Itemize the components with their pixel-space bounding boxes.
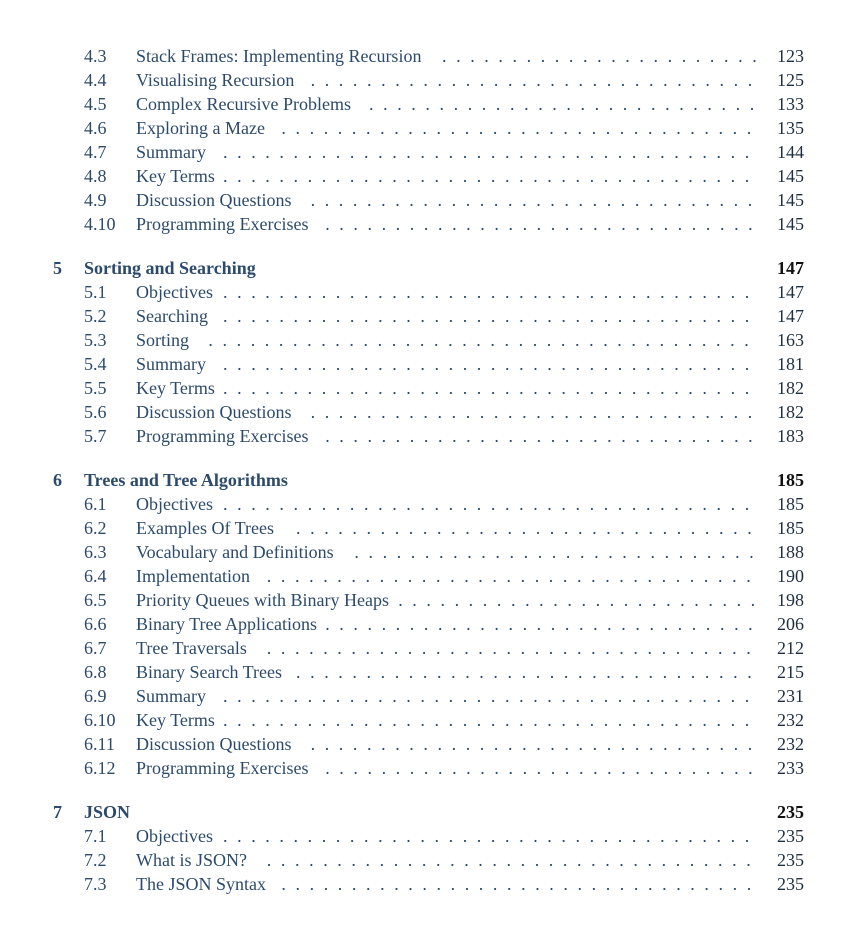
dot-leader: ...................................... bbox=[223, 710, 759, 730]
page-number-link[interactable]: 235 bbox=[777, 850, 804, 870]
toc-section-row[interactable] bbox=[0, 612, 841, 636]
dot-leader: .................................. bbox=[281, 118, 761, 138]
section-number[interactable]: 6.8 bbox=[84, 662, 107, 682]
dot-leader: ............................... bbox=[325, 758, 763, 778]
page-number-link[interactable]: 235 bbox=[777, 826, 804, 846]
page-number-link[interactable]: 125 bbox=[777, 70, 804, 90]
dot-leader: ...................................... bbox=[223, 166, 759, 186]
dot-leader: ...................................... bbox=[223, 306, 759, 326]
page-number-link[interactable]: 198 bbox=[777, 590, 804, 610]
toc-chapter-row[interactable] bbox=[0, 256, 841, 280]
page-number-link[interactable]: 163 bbox=[777, 330, 804, 350]
chapter-number[interactable]: 7 bbox=[53, 802, 62, 822]
toc-section-row[interactable] bbox=[0, 708, 841, 732]
page-number-link[interactable]: 233 bbox=[777, 758, 804, 778]
dot-leader: ................................ bbox=[310, 734, 762, 754]
section-title-link[interactable]: Key Terms bbox=[136, 166, 215, 186]
dot-leader: ................................ bbox=[310, 70, 762, 90]
section-number[interactable]: 6.7 bbox=[84, 638, 107, 658]
section-title-link[interactable]: Objectives bbox=[136, 826, 213, 846]
toc-section-row[interactable] bbox=[0, 424, 841, 448]
section-number[interactable]: 4.6 bbox=[84, 118, 107, 138]
toc-section-row[interactable] bbox=[0, 376, 841, 400]
section-number[interactable]: 7.1 bbox=[84, 826, 107, 846]
section-number[interactable]: 4.9 bbox=[84, 190, 107, 210]
section-title-link[interactable]: Objectives bbox=[136, 282, 213, 302]
section-number[interactable]: 6.6 bbox=[84, 614, 107, 634]
page-number-link[interactable]: 145 bbox=[777, 214, 804, 234]
page-number-link[interactable]: 145 bbox=[777, 190, 804, 210]
toc-section-row[interactable] bbox=[0, 540, 841, 564]
dot-leader: ............................... bbox=[325, 426, 763, 446]
section-number[interactable]: 6.12 bbox=[84, 758, 116, 778]
page-number-link[interactable]: 185 bbox=[777, 518, 804, 538]
page-number-link[interactable]: 123 bbox=[777, 46, 804, 66]
section-number[interactable]: 5.2 bbox=[84, 306, 107, 326]
section-number[interactable]: 4.3 bbox=[84, 46, 107, 66]
page-number-link[interactable]: 190 bbox=[777, 566, 804, 586]
section-number[interactable]: 7.3 bbox=[84, 874, 107, 894]
section-number[interactable]: 6.9 bbox=[84, 686, 107, 706]
section-number[interactable]: 4.8 bbox=[84, 166, 107, 186]
section-title-link[interactable]: The JSON Syntax bbox=[136, 874, 266, 894]
chapter-title-link[interactable]: Trees and Tree Algorithms bbox=[84, 470, 288, 490]
section-title-link[interactable]: Sorting bbox=[136, 330, 190, 350]
section-number[interactable]: 5.3 bbox=[84, 330, 107, 350]
section-number[interactable]: 4.10 bbox=[84, 214, 116, 234]
page-number-link[interactable]: 215 bbox=[777, 662, 804, 682]
dot-leader: ...................................... bbox=[223, 826, 759, 846]
page-number-link[interactable]: 235 bbox=[777, 874, 804, 894]
page-number-link[interactable]: 147 bbox=[777, 282, 804, 302]
toc-section-row[interactable] bbox=[0, 660, 841, 684]
toc-section-row[interactable] bbox=[0, 352, 841, 376]
dot-leader: ................................ bbox=[310, 190, 762, 210]
section-title-link[interactable]: Implementation bbox=[136, 566, 250, 586]
section-title-link[interactable]: Discussion Questions bbox=[136, 190, 292, 210]
page-number-link[interactable]: 232 bbox=[777, 734, 804, 754]
section-title-link[interactable]: Summary bbox=[136, 354, 206, 374]
page-number-link[interactable]: 144 bbox=[777, 142, 804, 162]
page-number-link[interactable]: 235 bbox=[777, 802, 804, 822]
section-title-link[interactable]: Summary bbox=[136, 686, 206, 706]
section-title-link[interactable]: Binary Tree Applications bbox=[136, 614, 317, 634]
section-number[interactable]: 6.4 bbox=[84, 566, 107, 586]
section-title-link[interactable]: Programming Exercises bbox=[136, 426, 309, 446]
section-title-link[interactable]: Objectives bbox=[136, 494, 213, 514]
dot-leader: ................................... bbox=[266, 850, 761, 870]
toc-section-row[interactable] bbox=[0, 92, 841, 116]
toc-section-row[interactable] bbox=[0, 164, 841, 188]
toc-section-row[interactable] bbox=[0, 140, 841, 164]
section-title-link[interactable]: Visualising Recursion bbox=[136, 70, 295, 90]
dot-leader: ....................... bbox=[442, 46, 767, 66]
page-number-link[interactable]: 135 bbox=[777, 118, 804, 138]
page-number-link[interactable]: 182 bbox=[777, 378, 804, 398]
section-title-link[interactable]: Summary bbox=[136, 142, 206, 162]
dot-leader: ....................................... bbox=[208, 330, 759, 350]
dot-leader: ................................. bbox=[296, 662, 762, 682]
section-title-link[interactable]: Exploring a Maze bbox=[136, 118, 265, 138]
toc-section-row[interactable] bbox=[0, 756, 841, 780]
page-number-link[interactable]: 147 bbox=[777, 306, 804, 326]
page-number-link[interactable]: 147 bbox=[777, 258, 804, 278]
section-title-link[interactable]: Priority Queues with Binary Heaps bbox=[136, 590, 389, 610]
page-number-link[interactable]: 231 bbox=[777, 686, 804, 706]
dot-leader: .................................. bbox=[281, 874, 761, 894]
toc-section-row[interactable] bbox=[0, 304, 841, 328]
dot-leader: ................................... bbox=[266, 566, 761, 586]
dot-leader: ................................... bbox=[266, 638, 761, 658]
section-title-link[interactable]: Binary Search Trees bbox=[136, 662, 282, 682]
toc-chapter-row[interactable] bbox=[0, 468, 841, 492]
section-title-link[interactable]: Tree Traversals bbox=[136, 638, 247, 658]
dot-leader: ................................. bbox=[296, 518, 762, 538]
toc-section-row[interactable] bbox=[0, 212, 841, 236]
page-number-link[interactable]: 212 bbox=[777, 638, 804, 658]
toc-section-row[interactable] bbox=[0, 280, 841, 304]
section-title-link[interactable]: Programming Exercises bbox=[136, 214, 309, 234]
section-title-link[interactable]: Discussion Questions bbox=[136, 402, 292, 422]
section-number[interactable]: 5.5 bbox=[84, 378, 107, 398]
section-title-link[interactable]: Vocabulary and Definitions bbox=[136, 542, 334, 562]
section-title-link[interactable]: Examples Of Trees bbox=[136, 518, 274, 538]
page-number-link[interactable]: 182 bbox=[777, 402, 804, 422]
chapter-number[interactable]: 5 bbox=[53, 258, 62, 278]
dot-leader: ............................. bbox=[354, 542, 764, 562]
toc-section-row[interactable] bbox=[0, 732, 841, 756]
dot-leader: .......................... bbox=[398, 590, 765, 610]
dot-leader: ............................... bbox=[325, 214, 763, 234]
section-title-link[interactable]: Key Terms bbox=[136, 710, 215, 730]
section-title-link[interactable]: Searching bbox=[136, 306, 208, 326]
chapter-title-link[interactable]: Sorting and Searching bbox=[84, 258, 256, 278]
section-title-link[interactable]: Discussion Questions bbox=[136, 734, 292, 754]
toc-section-row[interactable] bbox=[0, 68, 841, 92]
section-number[interactable]: 4.7 bbox=[84, 142, 107, 162]
section-number[interactable]: 7.2 bbox=[84, 850, 107, 870]
chapter-number[interactable]: 6 bbox=[53, 470, 62, 490]
dot-leader: ............................ bbox=[369, 94, 764, 114]
section-number[interactable]: 6.3 bbox=[84, 542, 107, 562]
toc-section-row[interactable] bbox=[0, 564, 841, 588]
toc-section-row[interactable] bbox=[0, 116, 841, 140]
toc-section-row[interactable] bbox=[0, 824, 841, 848]
toc-section-row[interactable] bbox=[0, 636, 841, 660]
section-number[interactable]: 6.2 bbox=[84, 518, 107, 538]
dot-leader: ...................................... bbox=[223, 378, 759, 398]
section-number[interactable]: 6.5 bbox=[84, 590, 107, 610]
section-title-link[interactable]: Programming Exercises bbox=[136, 758, 309, 778]
toc-section-row[interactable] bbox=[0, 684, 841, 708]
section-number[interactable]: 5.1 bbox=[84, 282, 107, 302]
page-number-link[interactable]: 206 bbox=[777, 614, 804, 634]
dot-leader: ...................................... bbox=[223, 494, 759, 514]
dot-leader: ...................................... bbox=[223, 282, 759, 302]
section-title-link[interactable]: What is JSON? bbox=[136, 850, 247, 870]
section-number[interactable]: 5.7 bbox=[84, 426, 107, 446]
section-number[interactable]: 6.10 bbox=[84, 710, 116, 730]
toc-section-row[interactable] bbox=[0, 872, 841, 896]
toc-section-row[interactable] bbox=[0, 516, 841, 540]
page-number-link[interactable]: 181 bbox=[777, 354, 804, 374]
toc-section-row[interactable] bbox=[0, 588, 841, 612]
page-number-link[interactable]: 232 bbox=[777, 710, 804, 730]
page-number-link[interactable]: 185 bbox=[777, 494, 804, 514]
chapter-title-link[interactable]: JSON bbox=[84, 802, 131, 822]
toc-section-row[interactable] bbox=[0, 848, 841, 872]
page-number-link[interactable]: 145 bbox=[777, 166, 804, 186]
section-title-link[interactable]: Complex Recursive Problems bbox=[136, 94, 351, 114]
dot-leader: ............................... bbox=[325, 614, 763, 634]
dot-leader: ...................................... bbox=[223, 354, 759, 374]
page-number-link[interactable]: 133 bbox=[777, 94, 804, 114]
dot-leader: ................................ bbox=[310, 402, 762, 422]
dot-leader: ...................................... bbox=[223, 686, 759, 706]
section-number[interactable]: 4.5 bbox=[84, 94, 107, 114]
section-number[interactable]: 4.4 bbox=[84, 70, 107, 90]
section-number[interactable]: 6.11 bbox=[84, 734, 115, 754]
page-number-link[interactable]: 185 bbox=[777, 470, 804, 490]
section-number[interactable]: 6.1 bbox=[84, 494, 107, 514]
toc-section-row[interactable] bbox=[0, 188, 841, 212]
section-title-link[interactable]: Stack Frames: Implementing Recursion bbox=[136, 46, 422, 66]
page-number-link[interactable]: 183 bbox=[777, 426, 804, 446]
dot-leader: ...................................... bbox=[223, 142, 759, 162]
section-number[interactable]: 5.6 bbox=[84, 402, 107, 422]
toc-chapter-row[interactable] bbox=[0, 800, 841, 824]
section-title-link[interactable]: Key Terms bbox=[136, 378, 215, 398]
section-number[interactable]: 5.4 bbox=[84, 354, 107, 374]
toc-section-row[interactable] bbox=[0, 328, 841, 352]
toc-section-row[interactable] bbox=[0, 492, 841, 516]
page-number-link[interactable]: 188 bbox=[777, 542, 804, 562]
toc-section-row[interactable] bbox=[0, 400, 841, 424]
toc-section-row[interactable] bbox=[0, 44, 841, 68]
